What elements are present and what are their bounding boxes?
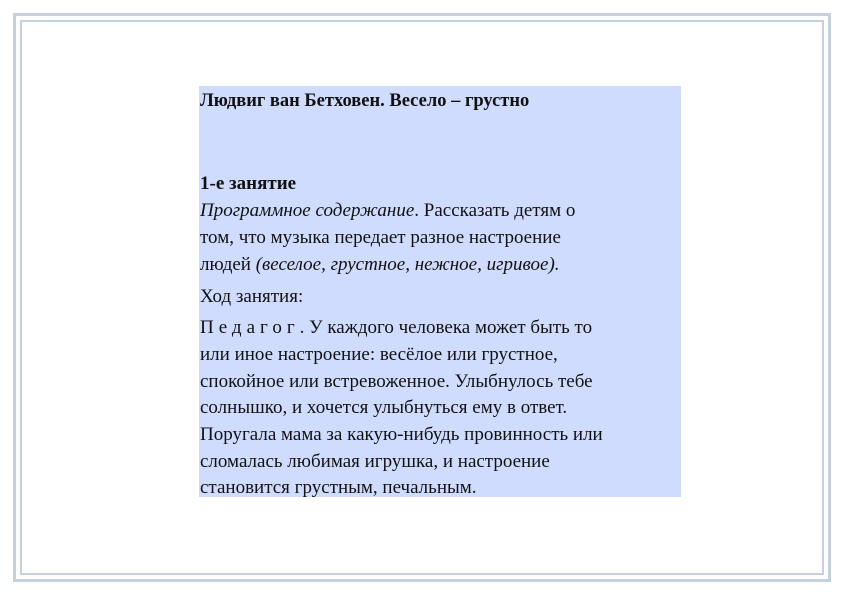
teacher-line-1 bbox=[200, 318, 592, 337]
teacher-speaker: Педагог bbox=[200, 317, 300, 338]
program-line-3 bbox=[200, 255, 560, 274]
procedure-heading: Ход занятия: bbox=[200, 286, 304, 307]
teacher-line-2: или иное настроение: весёлое или грустное, bbox=[200, 344, 558, 365]
teacher-line-5: Поругала мама за какую-нибудь провинность или bbox=[200, 424, 603, 445]
teacher-line-7: становится грустным, печальным. bbox=[200, 477, 477, 498]
teacher-line-3: спокойное или встревоженное. Улыбнулось тебе bbox=[200, 371, 593, 392]
teacher-line-1-rest: . У каждого человека может быть то bbox=[299, 317, 593, 338]
document-title: Людвиг ван Бетховен. Весело – грустно bbox=[200, 91, 530, 111]
program-label: Программное содержание bbox=[200, 200, 415, 221]
program-line-2: том, что музыка передает разное настроение bbox=[200, 227, 561, 248]
lesson-heading: 1-е занятие bbox=[200, 173, 297, 194]
program-moods: (веселое, грустное, нежное, игривое). bbox=[255, 254, 560, 275]
program-line-3-start: людей bbox=[200, 254, 256, 275]
program-text: . Рассказать детям о bbox=[414, 200, 576, 221]
program-line-1 bbox=[200, 201, 575, 220]
teacher-line-4: солнышко, и хочется улыбнуться ему в ответ. bbox=[200, 397, 568, 418]
teacher-line-6: сломалась любимая игрушка, и настроение bbox=[200, 451, 550, 472]
